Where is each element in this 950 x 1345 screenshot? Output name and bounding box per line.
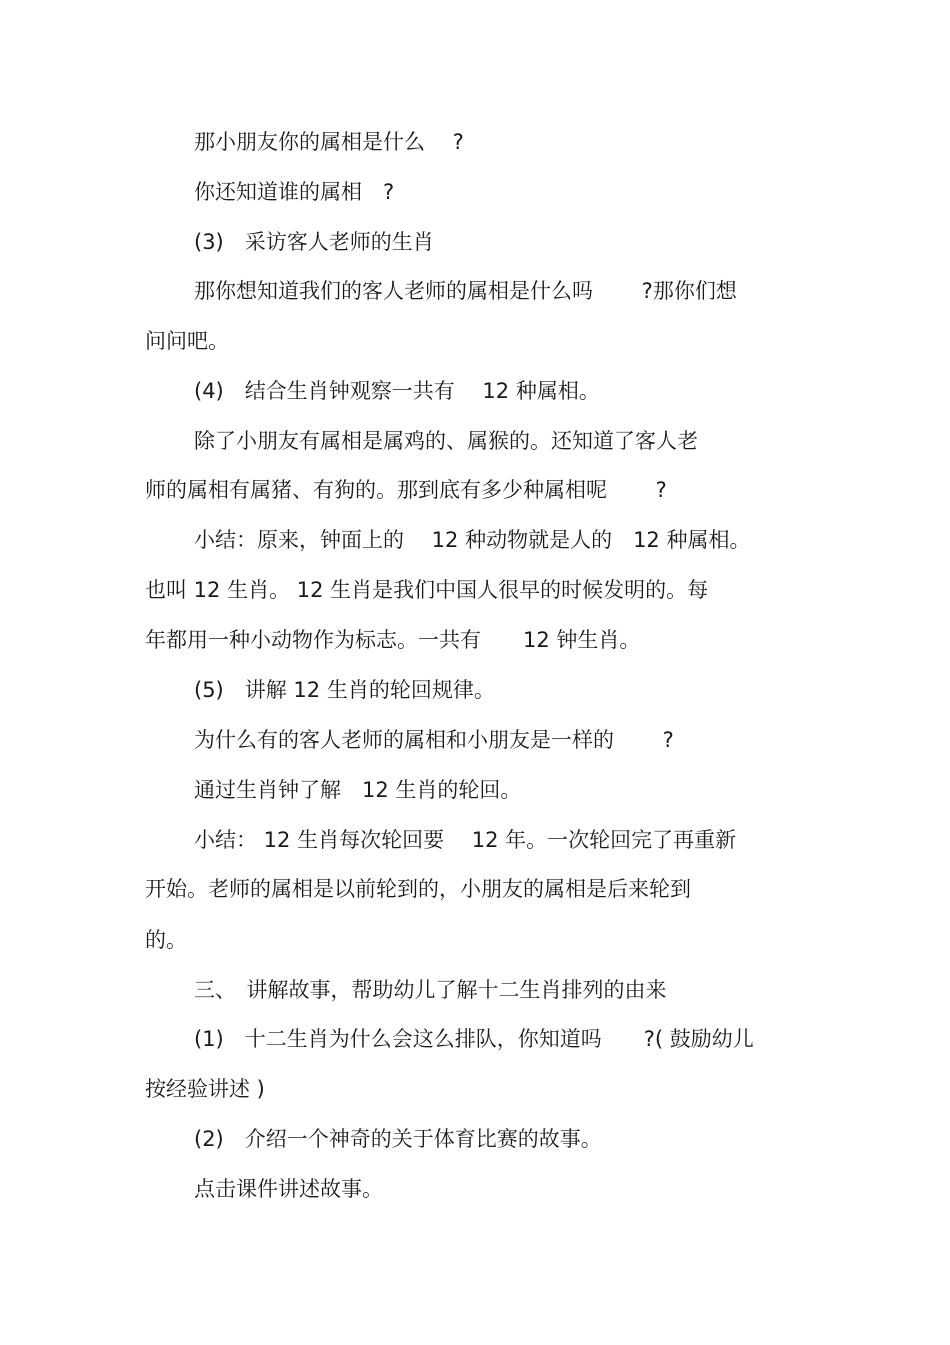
text-line: 也叫 12 生肖。 12 生肖是我们中国人很早的时候发明的。每 (145, 578, 709, 602)
text-line: (4) 结合生肖钟观察一共有 12 种属相。 (194, 379, 600, 403)
text-line: 小结：原来，钟面上的 12 种动物就是人的 12 种属相。 (194, 528, 751, 552)
text-line: 按经验讲述 ) (145, 1077, 265, 1101)
text-line: 那小朋友你的属相是什么 ? (194, 130, 464, 154)
text-line: 小结： 12 生肖每次轮回要 12 年。一次轮回完了再重新 (194, 828, 737, 852)
text-line: 三、 讲解故事，帮助幼儿了解十二生肖排列的由来 (194, 978, 667, 1002)
text-line: (5) 讲解 12 生肖的轮回规律。 (194, 678, 495, 702)
text-line: 开始。老师的属相是以前轮到的，小朋友的属相是后来轮到 (145, 877, 691, 901)
text-line: 为什么有的客人老师的属相和小朋友是一样的 ? (194, 728, 674, 752)
text-line: 的。 (145, 928, 187, 952)
text-line: 除了小朋友有属相是属鸡的、属猴的。还知道了客人老 (194, 429, 698, 453)
text-line: (1) 十二生肖为什么会这么排队，你知道吗 ?( 鼓励幼儿 (194, 1027, 754, 1051)
text-line: (3) 采访客人老师的生肖 (194, 230, 434, 254)
text-line: 通过生肖钟了解 12 生肖的轮回。 (194, 778, 522, 802)
text-line: 问问吧。 (145, 329, 229, 353)
text-line: 点击课件讲述故事。 (194, 1177, 383, 1201)
text-line: (2) 介绍一个神奇的关于体育比赛的故事。 (194, 1127, 602, 1151)
text-line: 年都用一种小动物作为标志。一共有 12 钟生肖。 (145, 628, 641, 652)
text-line: 师的属相有属猪、有狗的。那到底有多少种属相呢 ? (145, 478, 667, 502)
text-line: 那你想知道我们的客人老师的属相是什么吗 ?那你们想 (194, 279, 737, 303)
text-line: 你还知道谁的属相 ? (194, 180, 395, 204)
